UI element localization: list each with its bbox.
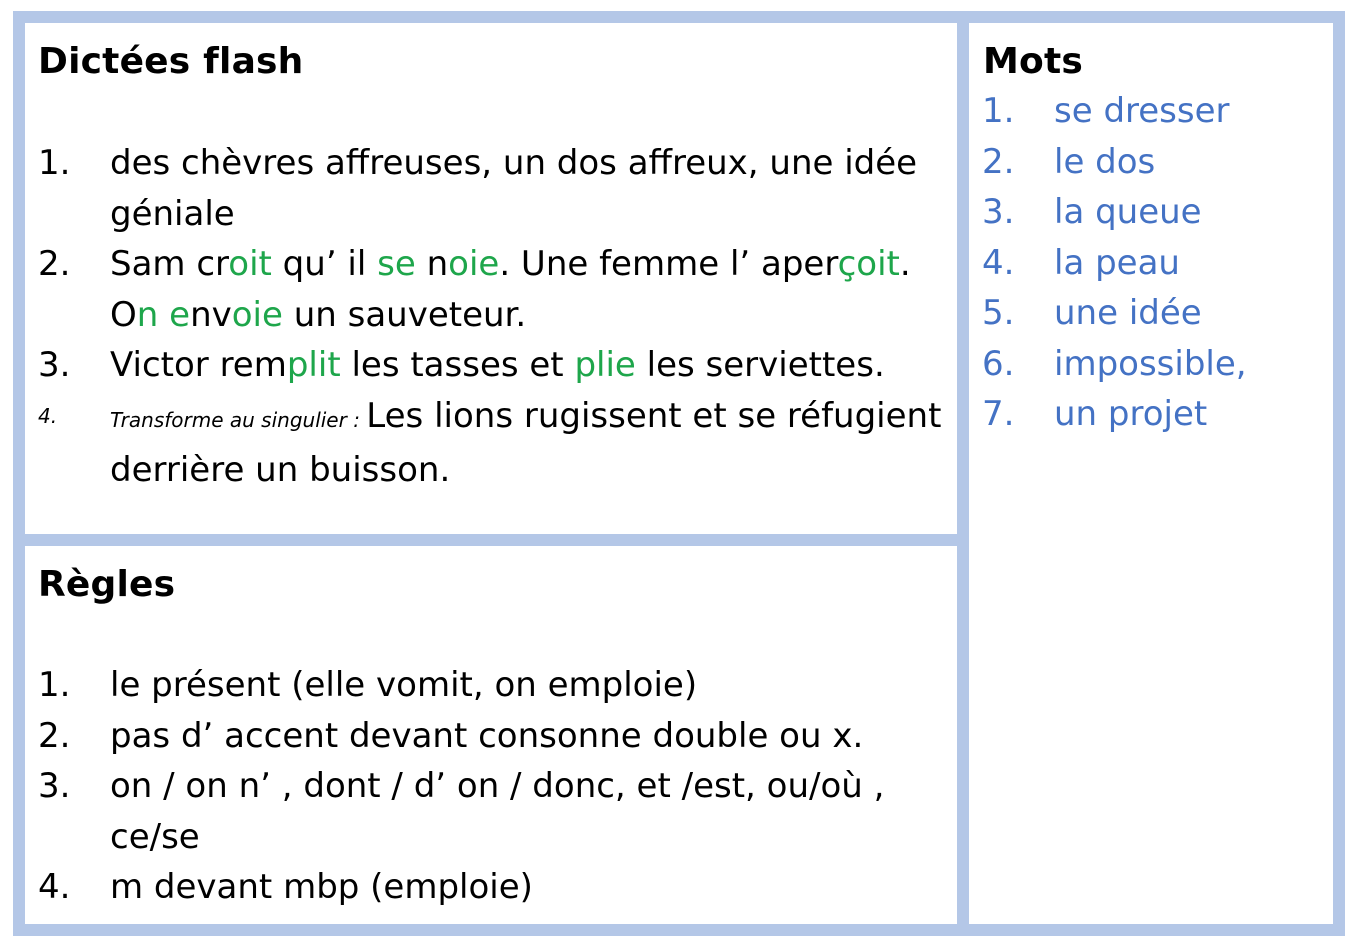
regle-item-4: 4. m devant mbp (emploie)	[38, 867, 533, 907]
regle-item-2: 2. pas d’ accent devant consonne double ou x.	[38, 715, 864, 756]
mot-item-5: 5. une idée	[982, 293, 1202, 333]
dictee-item-2: 2. Sam croit qu’ il se noie. Une femme l’ aperçoit. On envoie un sauveteur.	[38, 244, 911, 335]
regle-item-3: 3. on / on n’ , dont / d’ on / donc, et /est, ou/où , ce/se	[38, 766, 885, 857]
dictees-list	[25, 138, 957, 496]
regles-title: Règles	[38, 564, 176, 605]
dictees-panel	[25, 23, 957, 534]
regle-item-1: 1. le présent (elle vomit, on emploie)	[38, 665, 698, 705]
dictees-title: Dictées flash	[38, 41, 304, 82]
regles-list	[25, 660, 957, 913]
mot-item-3: 3. la queue	[982, 192, 1202, 232]
horizontal-divider	[13, 534, 969, 546]
regles-panel	[25, 546, 957, 924]
mot-item-2: 2. le dos	[982, 141, 1156, 182]
vertical-divider	[957, 11, 969, 936]
mots-panel	[969, 23, 1333, 924]
mot-item-1: 1. se dresser	[982, 91, 1230, 131]
dictee-item-3: 3. Victor remplit les tasses et plie les serviettes.	[38, 345, 885, 385]
mot-item-4: 4. la peau	[982, 242, 1180, 283]
mot-item-6: 6. impossible,	[982, 343, 1247, 384]
dictee-item-1: 1. des chèvres affreuses, un dos affreux, une idée géniale	[38, 143, 918, 234]
dictee-item-4: 4. Transforme au singulier : Les lions rugissent et se réfugient derrière un buisson.	[38, 395, 942, 490]
mots-list	[969, 86, 1333, 440]
instruction-text: Transforme au singulier :	[110, 407, 367, 432]
mot-item-7: 7. un projet	[982, 394, 1208, 434]
mots-title: Mots	[983, 41, 1083, 82]
